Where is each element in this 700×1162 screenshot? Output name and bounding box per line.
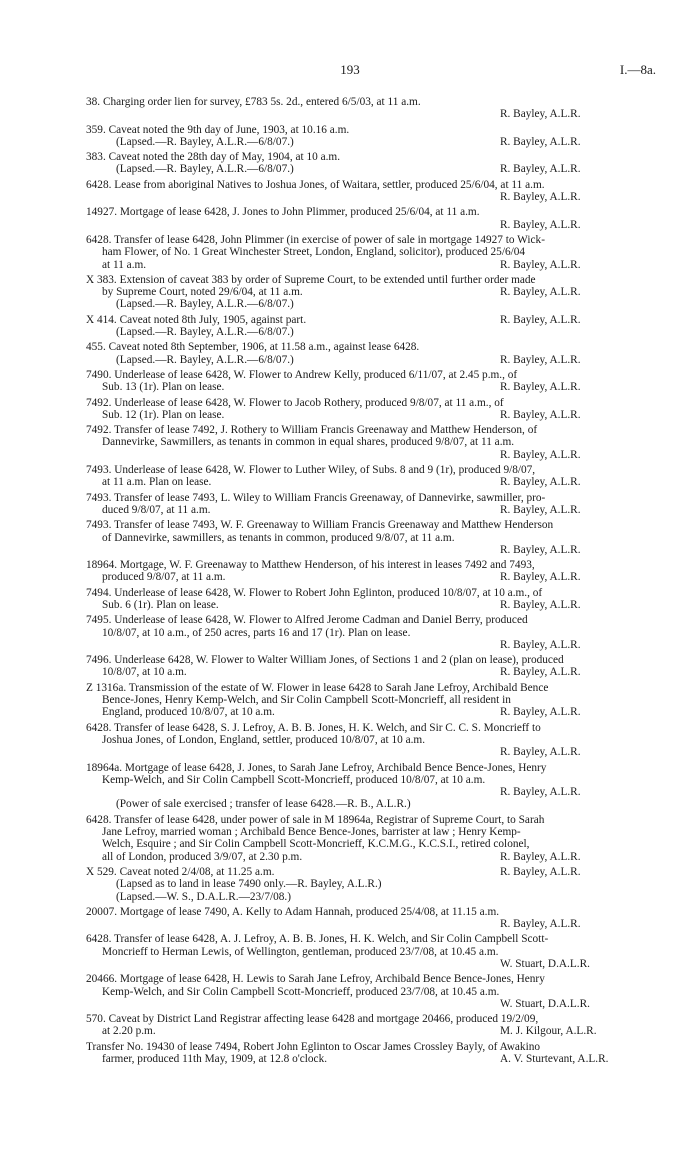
entry-line: Z 1316a. Transmission of the estate of W. Flower in lease 6428 to Sarah Jane Lefroy, Archibald Bence [86,681,549,694]
entry-text: duced 9/8/07, at 11 a.m. [102,503,211,516]
entry-line: 7493. Transfer of lease 7493, L. Wiley to William Francis Greenaway, of Dannevirke, sawmiller, pro- [86,491,546,504]
entry-text: X 414. Caveat noted 8th July, 1905, against part. [86,313,307,326]
registrar-signature: R. Bayley, A.L.R. [500,353,581,366]
entry-text: Sub. 13 (1r). Plan on lease. [102,381,225,394]
registrar-signature: R. Bayley, A.L.R. [500,571,581,584]
registrar-signature: R. Bayley, A.L.R. [500,666,581,679]
registrar-signature: R. Bayley, A.L.R. [500,408,581,421]
entry-line: X 383. Extension of caveat 383 by order of Supreme Court, to be extended until further order made [86,273,536,286]
registrar-signature: R. Bayley, A.L.R. [500,381,581,394]
entry-line: 38. Charging order lien for survey, £783 5s. 2d., entered 6/5/03, at 11 a.m. [86,96,421,108]
entry-line: 6428. Lease from aboriginal Natives to Joshua Jones, of Waitara, settler, produced 25/6/04, at 11 a.m. [86,178,545,191]
registrar-signature: R. Bayley, A.L.R. [500,865,581,878]
registrar-signature: M. J. Kilgour, A.L.R. [500,1025,597,1038]
entry-line: 7492. Underlease of lease 6428, W. Flower to Jacob Rothery, produced 9/8/07, at 11 a.m., of [86,396,504,409]
entry-continuation: (Lapsed.—W. S., D.A.L.R.—23/7/08.) [116,890,291,903]
registrar-signature: R. Bayley, A.L.R. [500,286,581,299]
registrar-signature: R. Bayley, A.L.R. [500,543,581,556]
entry-text: produced 9/8/07, at 11 a.m. [102,571,226,584]
entry-continuation: Kemp-Welch, and Sir Colin Campbell Scott-Moncrieff, produced 10/8/07, at 10 a.m. [102,773,486,786]
entry-text: X 529. Caveat noted 2/4/08, at 11.25 a.m. [86,865,275,878]
entry-line: 383. Caveat noted the 28th day of May, 1904, at 10 a.m. [86,151,341,164]
entry-line: 6428. Transfer of lease 6428, A. J. Lefroy, A. B. B. Jones, H. K. Welch, and Sir Colin Campbell Scott- [86,933,549,946]
entry-continuation: (Lapsed as to land in lease 7490 only.—R. Bayley, A.L.R.) [116,878,382,891]
entry-text: (Lapsed.—R. Bayley, A.L.R.—6/8/07.) [116,353,294,366]
entry-line: 6428. Transfer of lease 6428, under power of sale in M 18964a, Registrar of Supreme Court, to Sarah [86,813,545,826]
entry-continuation: (Power of sale exercised ; transfer of lease 6428.—R. B., A.L.R.) [116,798,411,811]
entry-continuation: Joshua Jones, of London, England, settler, produced 10/8/07, at 10 a.m. [102,733,426,746]
entry-line: 7496. Underlease 6428, W. Flower to Walter William Jones, of Sections 1 and 2 (plan on lease), produced [86,654,564,667]
registrar-signature: R. Bayley, A.L.R. [500,638,581,651]
entry-text: by Supreme Court, noted 29/6/04, at 11 a.m. [102,286,303,299]
entry-line-with-signature [86,286,664,298]
entry-line: 7492. Transfer of lease 7492, J. Rothery to William Francis Greenaway and Matthew Henderson, of [86,424,538,437]
entry-line-with-signature [86,259,664,271]
entry-line-with-signature [86,476,664,488]
registrar-signature: W. Stuart, D.A.L.R. [500,997,590,1010]
entry-line: 570. Caveat by District Land Registrar affecting lease 6428 and mortgage 20466, produced 19/2/09, [86,1013,539,1026]
entry-text: Sub. 6 (1r). Plan on lease. [102,598,219,611]
entry-continuation: Bence-Jones, Henry Kemp-Welch, and Sir Colin Campbell Scott-Moncrieff, all resident in [102,694,511,707]
entry-continuation: Welch, Esquire ; and Sir Colin Campbell Scott-Moncrieff, K.C.M.G., K.C.S.I., retired colonel, [102,838,530,851]
entry-line: 7493. Underlease of lease 6428, W. Flower to Luther Wiley, of Subs. 8 and 9 (1r), produced 9/8/07, [86,464,536,477]
registrar-signature: W. Stuart, D.A.L.R. [500,958,590,970]
entry-text: Sub. 12 (1r). Plan on lease. [102,408,225,421]
entry-continuation: 10/8/07, at 10 a.m., of 250 acres, parts 16 and 17 (1r). Plan on lease. [102,626,411,639]
entry-line: 7490. Underlease of lease 6428, W. Flower to Andrew Kelly, produced 6/11/07, at 2.45 p.m., of [86,368,518,381]
entry-line-with-signature [86,851,664,863]
registrar-signature: R. Bayley, A.L.R. [500,918,581,931]
entry-line: 7494. Underlease of lease 6428, W. Flower to Robert John Eglinton, produced 10/8/07, at 10 a.m., of [86,586,543,599]
entry-text: 10/8/07, at 10 a.m. [102,666,187,679]
entry-continuation: Jane Lefroy, married woman ; Archibald Bence Bence-Jones, barrister at law ; Henry Kemp- [102,826,521,839]
entry-line-with-signature [86,1025,664,1037]
registrar-signature: R. Bayley, A.L.R. [500,191,581,204]
entry-line-with-signature [86,1053,664,1065]
entry-text: at 11 a.m. [102,258,147,271]
entry-text: farmer, produced 11th May, 1909, at 12.8 o'clock. [102,1053,328,1066]
registrar-signature: R. Bayley, A.L.R. [500,258,581,271]
entry-line: 455. Caveat noted 8th September, 1906, at 11.58 a.m., against lease 6428. [86,341,420,354]
entry-continuation: of Dannevirke, sawmillers, as tenants in common, produced 9/8/07, at 11 a.m. [102,531,455,544]
entry-line-with-signature [86,599,664,611]
entry-line-with-signature [86,314,664,326]
registrar-signature: R. Bayley, A.L.R. [500,786,581,799]
entry-line-with-signature [86,381,664,393]
entry-text: (Lapsed.—R. Bayley, A.L.R.—6/8/07.) [116,135,294,148]
entry-line: 20007. Mortgage of lease 7490, A. Kelly to Adam Hannah, produced 25/4/08, at 11.15 a.m. [86,905,500,918]
entry-line: 20466. Mortgage of lease 6428, H. Lewis to Sarah Jane Lefroy, Archibald Bence Bence-Jones, Henry [86,973,545,986]
registrar-signature: R. Bayley, A.L.R. [500,218,581,231]
page-number: 193 [340,62,360,77]
register-entries [86,96,664,1065]
entry-line: 359. Caveat noted the 9th day of June, 1903, at 10.16 a.m. [86,123,350,136]
entry-line: 6428. Transfer of lease 6428, S. J. Lefroy, A. B. B. Jones, H. K. Welch, and Sir C. C. S. Moncrieff to [86,721,541,734]
entry-line: 7495. Underlease of lease 6428, W. Flower to Alfred Jerome Cadman and Daniel Berry, produced [86,614,528,627]
document-reference: I.—8a. [619,62,656,77]
entry-continuation: Kemp-Welch, and Sir Colin Campbell Scott-Moncrieff, produced 23/7/08, at 10.45 a.m. [102,985,500,998]
entry-line: 18964. Mortgage, W. F. Greenaway to Matthew Henderson, of his interest in leases 7492 and 7493, [86,559,535,572]
entry-text: at 2.20 p.m. [102,1025,156,1038]
entry-line: 14927. Mortgage of lease 6428, J. Jones to John Plimmer, produced 25/6/04, at 11 a.m. [86,206,480,219]
registrar-signature: R. Bayley, A.L.R. [500,163,581,176]
registrar-signature: R. Bayley, A.L.R. [500,850,581,863]
entry-continuation: (Lapsed.—R. Bayley, A.L.R.—6/8/07.) [116,326,294,339]
registrar-signature: R. Bayley, A.L.R. [500,503,581,516]
registrar-signature: R. Bayley, A.L.R. [500,108,581,121]
entry-continuation: (Lapsed.—R. Bayley, A.L.R.—6/8/07.) [116,298,294,311]
entry-line-with-signature [86,706,664,718]
entry-line-with-signature [86,571,664,583]
entry-line-with-signature [86,666,664,678]
registrar-signature: R. Bayley, A.L.R. [500,706,581,719]
registrar-signature: R. Bayley, A.L.R. [500,448,581,461]
entry-text: England, produced 10/8/07, at 10 a.m. [102,706,275,719]
entry-line: Transfer No. 19430 of lease 7494, Robert John Eglinton to Oscar James Crossley Bayly, of Awakino [86,1040,541,1053]
entry-text: all of London, produced 3/9/07, at 2.30 p.m. [102,850,303,863]
registrar-signature: R. Bayley, A.L.R. [500,476,581,489]
entry-text: at 11 a.m. Plan on lease. [102,476,212,489]
entry-line-with-signature [86,409,664,421]
registrar-signature: R. Bayley, A.L.R. [500,313,581,326]
registrar-signature: R. Bayley, A.L.R. [500,135,581,148]
entry-continuation: ham Flower, of No. 1 Great Winchester Street, London, England, solicitor), produced 25/6/04 [102,246,526,259]
entry-continuation: Moncrieff to Herman Lewis, of Wellington, gentleman, produced 23/7/08, at 10.45 a.m. [102,945,499,958]
entry-text: (Lapsed.—R. Bayley, A.L.R.—6/8/07.) [116,163,294,176]
entry-line: 18964a. Mortgage of lease 6428, J. Jones, to Sarah Jane Lefroy, Archibald Bence Bence-Jones, Henry [86,761,547,774]
entry-line-with-signature [86,163,664,175]
registrar-signature: A. V. Sturtevant, A.L.R. [500,1053,609,1066]
entry-line-with-signature [86,354,664,366]
entry-line: 7493. Transfer of lease 7493, W. F. Greenaway to William Francis Greenaway and Matthew Henderson [86,519,554,532]
entry-line-with-signature [86,866,664,878]
entry-line-with-signature [86,136,664,148]
registrar-signature: R. Bayley, A.L.R. [500,598,581,611]
entry-line: 6428. Transfer of lease 6428, John Plimmer (in exercise of power of sale in mortgage 14927 to Wick- [86,233,545,246]
registrar-signature: R. Bayley, A.L.R. [500,746,581,759]
entry-line-with-signature [86,504,664,516]
entry-continuation: Dannevirke, Sawmillers, as tenants in common in equal shares, produced 9/8/07, at 11 a.m. [102,436,515,449]
